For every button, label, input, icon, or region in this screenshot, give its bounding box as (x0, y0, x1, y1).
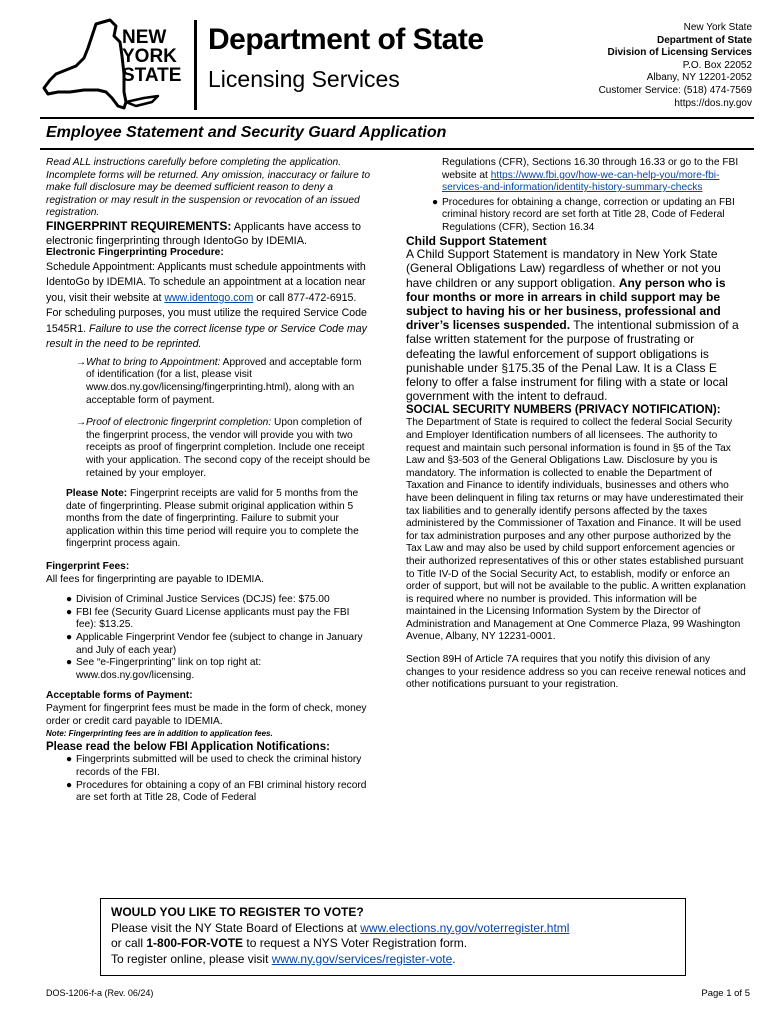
voter-line-3: To register online, please visit www.ny.gov/services/register-vote. (111, 951, 456, 966)
department-subtitle: Licensing Services (208, 66, 400, 92)
child-support-text: A Child Support Statement is mandatory in New York State (General Obligations Law) regardless of whether or not you have children or any support obligation. Any person who is four months or more in arrears in child support may be subject to having his or her business, professional and driver’s licenses suspended. The intentional submission of a false written statement for the purpose of frustrating or defeating the lawful enforcement of support obligations is punishable under §175.35 of the Penal Law. It is a Class E felony to offer a false instrument for filing with a state or local government with the intent to defraud. (406, 247, 739, 404)
title-rule-bottom (40, 148, 754, 150)
list-item: ● Procedures for obtaining a copy of an FBI criminal history record are set forth at Title 28, Code of Federal (66, 779, 367, 804)
fingerprint-requirements: FINGERPRINT REQUIREMENTS: Applicants have access to electronic fingerprinting through IdentoGo by IDEMIA. (46, 218, 361, 247)
fbi-continued: Regulations (CFR), Sections 16.30 through 16.33 or go to the FBI website at https://www.fbi.gov/how-we-can-help-you/more-fbi-services-and-information/identity-history-summary-checks (442, 157, 739, 194)
form-id: DOS-1206-f-a (Rev. 06/24) (46, 988, 154, 998)
identogo-link[interactable]: www.identogo.com (164, 291, 254, 304)
list-item: ● Applicable Fingerprint Vendor fee (subject to change in January and July of each year) (66, 632, 363, 656)
list-item: ● See “e-Fingerprinting” link on top right at: www.dos.ny.gov/licensing. (66, 657, 262, 681)
voter-heading: WOULD YOU LIKE TO REGISTER TO VOTE? (111, 905, 364, 919)
document-title: Employee Statement and Security Guard Application (46, 124, 447, 141)
list-item: ● Fingerprints submitted will be used to check the criminal history records of the FBI. (66, 754, 362, 778)
intro-instructions: Read ALL instructions carefully before completing the application. Incomplete forms will be returned. Any omission, inaccuracy or failure to make full disclosure may be deemed sufficient reason to deny a registration or may result in the suspension or revocation of an issued registration. (46, 157, 371, 219)
bullet-icon: ● (66, 632, 73, 644)
fees-list (46, 594, 372, 682)
ssn-text: The Department of State is required to collect the federal Social Security and Employer Identification numbers of all licensees. The authority to request and maintain such personal information is found in §5 of the Tax Law and §3-503 of the General Obligations Law. Disclosure by you is mandatory. The information is collected to enable the Department of Taxation and Finance to identify individuals, businesses and others who have been delinquent in filing tax returns or may have underestimated their tax liabilities and to generally identify persons affected by the taxes administered by the Commissioner of Taxation and Finance. It will be used for tax administration purposes and any other purpose authorized by the Tax Law and may also be used by child support enforcement agencies or their authorized representatives of this or other states established pursuant to Title IV-D of the Social Security Act, to establish, modify or enforce an order of support, but will not be available to the public. A written explanation is required where no number is provided. This information will be maintained in the Licensing Information System by the Director of Administration and Management at One Commerce Plaza, 99 Washington Avenue, Albany, NY 12231-0001. (406, 417, 746, 643)
logo-wordmark: NEW YORK STATE (122, 27, 182, 86)
voter-line-1: Please visit the NY State Board of Elections at www.elections.ny.gov/voterregister.html (111, 920, 570, 935)
header-divider (194, 20, 197, 110)
fingerprint-fees-heading: Fingerprint Fees: (46, 561, 130, 573)
fbi-notifications-heading: Please read the below FBI Application Notifications: (46, 740, 330, 753)
bullet-icon: ● (66, 594, 73, 606)
list-item: ● Division of Criminal Justice Services (DCJS) fee: $75.00 (66, 594, 330, 606)
elections-link[interactable]: www.elections.ny.gov/voterregister.html (360, 920, 570, 935)
section-89h-text: Section 89H of Article 7A requires that you notify this division of any changes to your residence address so you can receive renewal notices and other notifications pursuant to your registration. (406, 654, 746, 691)
voter-registration-box (100, 898, 686, 976)
left-column (46, 157, 372, 805)
page-number: Page 1 of 5 (701, 988, 750, 999)
please-note: Please Note: Fingerprint receipts are valid for 5 months from the date of fingerprinting. Please submit original application within 5 months from the date of fingerprinting. Failure to submit your application within this time period will require you to complete the fingerprint process again. (66, 488, 359, 550)
bullet-icon: ● (66, 657, 73, 669)
child-support-heading: Child Support Statement (406, 233, 547, 248)
list-item: ● FBI fee (Security Guard License applicants must pay the FBI fee): $13.25. (66, 606, 350, 631)
register-vote-link[interactable]: www.ny.gov/services/register-vote (271, 951, 453, 966)
arrow-icon: → (76, 417, 87, 429)
bullet-icon: ● (66, 606, 73, 618)
ssn-heading: SOCIAL SECURITY NUMBERS (PRIVACY NOTIFICATION): (406, 404, 721, 417)
bullet-icon: ● (66, 779, 73, 791)
website-link[interactable]: https://dos.ny.gov (674, 97, 752, 109)
address-block: New York State Department of State Division of Licensing Services P.O. Box 22052 Albany, NY 12201-2052 Customer Service: (518) 474-7569 https://dos.ny.gov (452, 22, 752, 110)
bullet-icon: ● (432, 196, 439, 208)
bullet-icon: ● (66, 754, 73, 766)
title-rule-top (40, 117, 754, 119)
arrow-icon: → (76, 356, 87, 368)
voter-line-2: or call 1-800-FOR-VOTE to request a NYS Voter Registration form. (111, 936, 468, 950)
electronic-fingerprinting-heading: Electronic Fingerprinting Procedure: (46, 247, 224, 259)
list-item: ● Procedures for obtaining a change, correction or updating an FBI criminal history record are set forth at Title 28, Code of Federal Regulations (CFR), Section 16.34 (432, 196, 735, 233)
electronic-fingerprinting-text: Schedule Appointment: Applicants must schedule appointments with IdentoGo by IDEMIA. To schedule an appointment at a location near you, visit their website at www.identogo.com or call 877-472-6915. For scheduling purposes, you must utilize the required Service Code 1545R1. Failure to use the correct license type or Service Code may result in the need to be reprinted. (46, 260, 367, 351)
payment-text: Payment for fingerprint fees must be made in the form of check, money order or credit card payable to IDEMIA. (46, 703, 367, 727)
department-title: Department of State (208, 23, 484, 56)
payment-note: Note: Fingerprinting fees are in addition to application fees. (46, 729, 273, 739)
fbi-link[interactable]: https://www.fbi.gov/how-we-can-help-you/more-fbi-services-and-information/identity-history-summary-checks (442, 169, 720, 194)
proof-completion-item: → Proof of electronic fingerprint completion: Upon completion of the fingerprint process, the vendor will provide you with two receipts as proof of fingerprint completion. Include one receipt with your application. The second copy of the receipt should be retained by your employer. (76, 417, 371, 479)
payment-heading: Acceptable forms of Payment: (46, 690, 193, 702)
fbi-list (46, 754, 372, 804)
what-to-bring-item: → What to bring to Appointment: Approved and acceptable form of identification (for a list, please visit www.dos.ny.gov/licensing/fingerprinting.html), along with an acceptable form of payment. (76, 356, 362, 406)
fingerprint-fees-text: All fees for fingerprinting are payable to IDEMIA. (46, 573, 265, 585)
right-column (406, 157, 746, 692)
fbi-list-continued (406, 197, 746, 235)
